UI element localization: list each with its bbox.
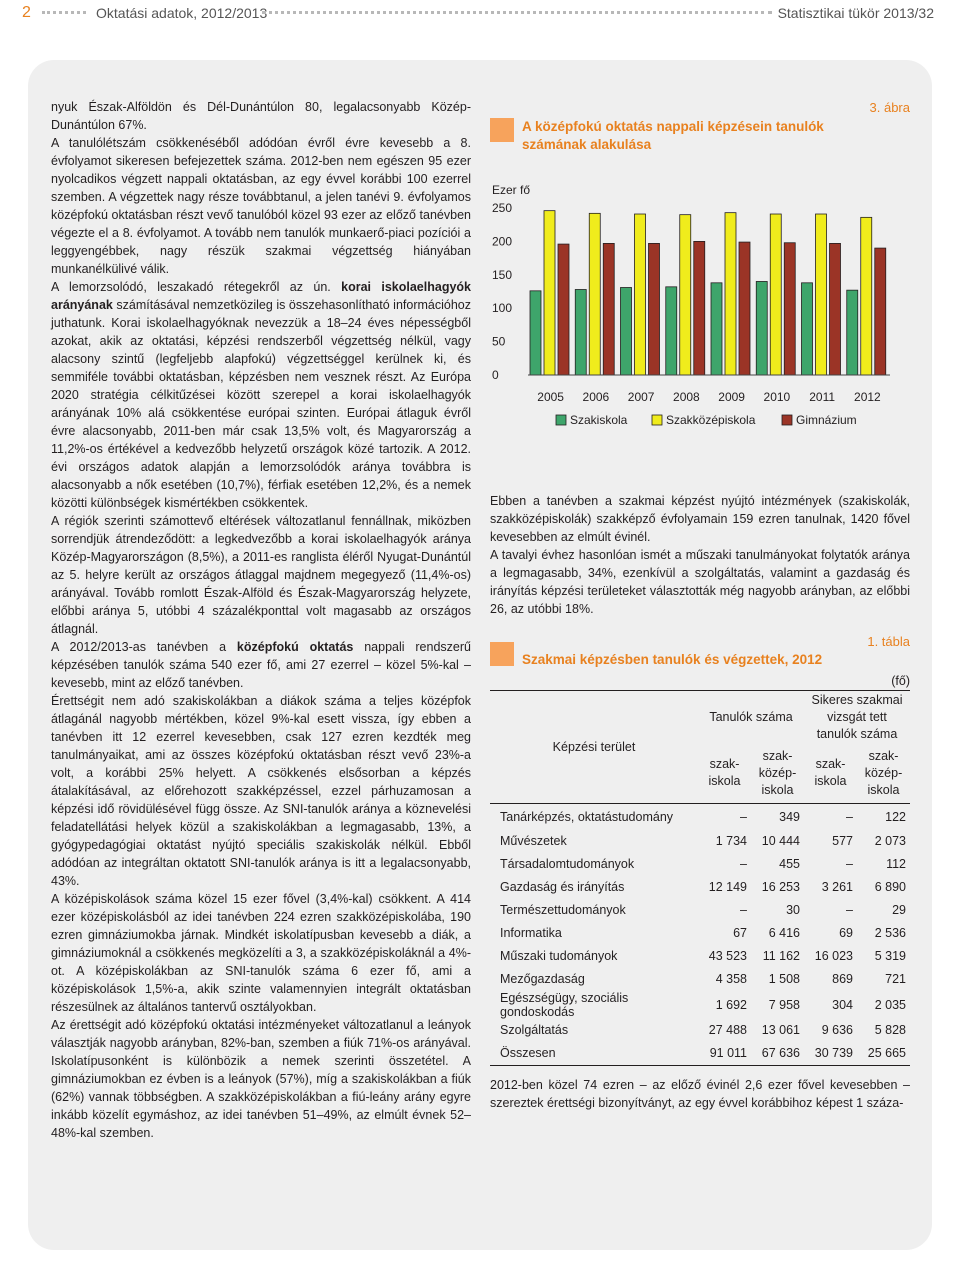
- table-cell: 16 253: [761, 880, 800, 894]
- row-label: Egészségügy, szociális gondoskodás: [500, 990, 629, 1019]
- table-cell: 13 061: [761, 1023, 800, 1037]
- table-cell: 11 162: [762, 949, 800, 963]
- table-row: [490, 1042, 910, 1066]
- left-paragraph: [51, 1016, 471, 1142]
- header-dots-left: [42, 11, 86, 14]
- text-segment: A 2012/2013-as tanévben a: [51, 640, 237, 654]
- table-cell: 5 828: [874, 1023, 906, 1037]
- header-dots-middle: [262, 11, 772, 14]
- x-tick-label: 2008: [673, 390, 700, 404]
- text-segment: nyuk Észak-Alföldön és Dél-Dunántúlon 80, legalacsonyabb Közép-Dunántúlon 67%.: [51, 100, 471, 132]
- table-cell: 577: [832, 834, 853, 848]
- right-paragraph: Ebben a tanévben a szakmai képzést nyújtó intézmények (szakiskolák, szakközépiskolák) szakképző évfolyamain 159 ezren tanulnak, 1420 fővel kevesebben az elmúlt évinél.: [490, 494, 910, 544]
- table-label: 1. tábla: [867, 634, 910, 649]
- legend-swatch: [782, 415, 792, 425]
- legend-label: Szakközépiskola: [666, 413, 756, 427]
- bar-chart-svg: [490, 178, 920, 448]
- bold-term: középfokú oktatás: [236, 640, 354, 654]
- row-label: Gazdaság és irányítás: [500, 880, 625, 894]
- bar-szakiskola-2006: [575, 289, 586, 375]
- right-column-text: [490, 492, 910, 618]
- bar-szakközépiskola-2008: [680, 215, 691, 375]
- table-row: [490, 830, 910, 853]
- y-tick-label: 200: [492, 234, 513, 249]
- x-tick-label: 2005: [537, 390, 564, 404]
- bar-gimnázium-2012: [875, 248, 886, 375]
- left-column-text: [51, 98, 471, 1142]
- text-segment: Érettségit nem adó szakiskolákban a diákok száma a teljes középfok átlagánál nagyobb mértékben, közel 9%-kal esett vissza, így ebben a tanévben itt 12 ezerrel kevesebben, csak 127 ezren kezdték meg tanulmányaikat, ami az összes középfokú oktatásban részt vevő 23%-a volt, a korábbi 25% helyett. A csökkenés elsősorban a képzés átalakításával, az előrehozott szakképzéssel, ezzel párhuzamosan a képzési idő rövidülésével függ össze. Az SNI-tanulók aránya a köznevelési feladatellátási helyek közül a szakiskolákban a legmagasabb, 13%, a gyógypedagógiai oktatást nyújtó speciális szakiskolák nélkül. Ebből adódóan az integráltan oktatott SNI-tanulók aránya is itt a legalacsonyabb, 43%.: [51, 694, 471, 888]
- table-cell: 29: [892, 903, 906, 917]
- table-cell: 16 023: [814, 949, 853, 963]
- table-row: [490, 853, 910, 876]
- y-tick-label: 100: [492, 301, 513, 316]
- header-szakiskola-text: szak- iskola: [708, 757, 741, 788]
- bar-szakiskola-2005: [530, 291, 541, 375]
- bar-szakiskola-2008: [666, 287, 677, 375]
- legend-swatch: [556, 415, 566, 425]
- table-cell: 7 958: [768, 997, 800, 1012]
- y-tick-label: 50: [492, 334, 506, 349]
- table-cell: 10 444: [761, 834, 800, 848]
- bar-gimnázium-2007: [649, 243, 660, 375]
- bar-szakközépiskola-2009: [725, 213, 736, 375]
- header-right-title: Statisztikai tükör 2013/32: [777, 5, 934, 21]
- figure-title: A középfokú oktatás nappali képzésein tanulók számának alakulása: [522, 119, 824, 152]
- header-szakiskola: [698, 743, 751, 804]
- bar-szakközépiskola-2010: [770, 214, 781, 375]
- text-segment: nappali rendszerű képzésében tanulók száma 540 ezer fő, ami 27 ezerrel – közel 5%-kal – kevesebb, mint az előző tanévben.: [51, 640, 471, 690]
- header-grad-szakiskola: [804, 743, 857, 804]
- table-row: [490, 945, 910, 968]
- table-row: [490, 899, 910, 922]
- page-number: 2: [22, 4, 31, 21]
- table-cell: –: [846, 857, 853, 871]
- text-segment: számításával nemzetközileg is összehasonlítható információhoz juthatunk. Korai iskolaelhagyóknak nevezzük a 18–24 éves népességből azokat, akik az oktatási, képzési rendszerből végzettség nélkül, vagy alacsony szintű (legfeljebb alapfokú) végzettséggel kerülnek ki, és semmiféle további oktatásban, képzésben nem vesznek részt. Az Európa 2020 stratégia célkitűzései között szerepel a korai iskolaelhagyók arányának 10% alá csökkentése európai szinten. Európai átlaguk évről évre alacsonyabb, 2011-ben már csak 13,5% volt, és Magyarország a 11,2%-os értékével a kedvezőbb helyzetű országok közé tartozik. A 2012. évi országos adatok alapján a lemorzsolódók aránya továbbra is alacsonyabb a nők esetében (10,7%), férfiak esetében 12,2%, és a nemek közötti különbségek kismértékben csökkentek.: [51, 298, 471, 510]
- left-paragraph: [51, 692, 471, 890]
- table-cell: 43 523: [708, 949, 747, 963]
- left-paragraph: [51, 638, 471, 692]
- bottom-right-text: [490, 1076, 910, 1112]
- bar-gimnázium-2009: [739, 242, 750, 375]
- table-row: [490, 991, 910, 1019]
- data-table: [490, 690, 910, 1066]
- x-tick-label: 2006: [582, 390, 610, 404]
- table-cell: –: [740, 857, 747, 871]
- text-segment: A lemorzsolódó, leszakadó rétegekről az ún.: [51, 280, 342, 294]
- header-grad-szakiskola-text: szak- iskola: [814, 757, 847, 788]
- table-cell: 6 416: [768, 926, 800, 940]
- bar-szakiskola-2011: [802, 283, 813, 375]
- bar-gimnázium-2005: [558, 244, 569, 375]
- right-paragraph: A tavalyi évhez hasonlóan ismét a műszaki tanulmányokat folytatók aránya a legmagasabb, 34%, ezenkívül a szolgáltatás, valamint a gazdaság és irányítás képzési területeket választották még nagyobb arányban, az előbbi 26, az utóbbi 18%.: [490, 548, 910, 616]
- table-cell: 3 261: [821, 880, 853, 894]
- table-cell: 721: [885, 972, 906, 986]
- text-segment: Az érettségit adó középfokú oktatási intézményeket változatlanul a leányok választják nagyobb arányban, 82%-ban, szemben a fiúk 71%-os arányával. Iskolatípusonként is különbözik a nemek szerinti összetétel. A gimnáziumokban ez évben is a leányok (57%), míg a szakiskolákban a fiúk (62%) vannak többségben. A szakközépiskolákban a fiú-leány arány egyre inkább közelít egymáshoz, az idei tanévben 51–49%, az elmúlt évnek 52–48%-kal szemben.: [51, 1018, 471, 1140]
- figure-label: 3. ábra: [869, 100, 910, 115]
- bar-szakiskola-2007: [621, 287, 632, 375]
- table-cell: 25 665: [867, 1046, 906, 1060]
- table-unit: (fő): [891, 674, 910, 688]
- table-cell: –: [846, 809, 853, 824]
- header-students: Tanulók száma: [709, 709, 793, 724]
- row-label: Műszaki tudományok: [500, 949, 618, 963]
- table-cell: 5 319: [874, 949, 906, 963]
- row-label: Természettudományok: [500, 903, 626, 917]
- row-label: Összesen: [500, 1046, 556, 1060]
- left-paragraph: [51, 512, 471, 638]
- row-label: Mezőgazdaság: [500, 972, 585, 986]
- table-row: [490, 804, 910, 830]
- table-cell: 112: [886, 857, 906, 871]
- table-cell: 304: [832, 997, 853, 1012]
- x-tick-label: 2012: [854, 390, 881, 404]
- bar-szakközépiskola-2011: [816, 214, 827, 375]
- bar-gimnázium-2010: [784, 243, 795, 375]
- table-cell: 67 636: [761, 1046, 800, 1060]
- table-row: [490, 1019, 910, 1042]
- x-tick-label: 2009: [718, 390, 745, 404]
- x-tick-label: 2010: [763, 390, 791, 404]
- table-cell: 2 035: [874, 997, 906, 1012]
- table-cell: 30: [786, 903, 800, 917]
- row-label: Művészetek: [500, 834, 567, 848]
- page-header: [0, 0, 960, 26]
- table-cell: 67: [733, 926, 747, 940]
- header-area: Képzési terület: [552, 739, 636, 754]
- table-cell: 4 358: [715, 972, 747, 986]
- table-title: Szakmai képzésben tanulók és végzettek, 2012: [522, 652, 823, 667]
- bar-szakközépiskola-2005: [544, 211, 555, 375]
- header-grad-szakkozep: [857, 743, 910, 804]
- table-row: [490, 922, 910, 945]
- table-cell: 69: [839, 926, 853, 940]
- bar-gimnázium-2006: [603, 243, 614, 375]
- table-cell: 30 739: [814, 1046, 853, 1060]
- text-segment: A középiskolások száma közel 15 ezer fővel (3,4%-kal) csökkent. A 414 ezer középiskolásból az idei tanévben 224 ezren szakközépiskolába, 190 ezren gimnáziumokba járnak. Mindkét iskolatípusban kevesebb a diák, a gimnáziumoknál a csökkenés megközelíti a 3, a szakközépiskoláknál a 4%-ot. A középiskolákban az SNI-tanulók száma 6 ezer fő, ami a középiskolások 1,5%-a, akik szinte valamennyien integrált oktatásban részesülnek az általános tantervű osztályokban.: [51, 892, 471, 1014]
- header-grads: Sikeres szakmai vizsgát tett tanulók száma: [811, 692, 903, 741]
- table-cell: 9 636: [821, 1023, 853, 1037]
- bar-szakközépiskola-2012: [861, 217, 872, 375]
- bar-szakközépiskola-2006: [589, 213, 600, 375]
- legend-label: Szakiskola: [570, 413, 628, 427]
- left-paragraph: [51, 98, 471, 134]
- legend-label: Gimnázium: [796, 413, 857, 427]
- legend-swatch: [652, 415, 662, 425]
- table-cell: 91 011: [709, 1046, 747, 1060]
- text-segment: A régiók szerinti számottevő eltérések változatlanul fennállnak, miközben sorrendjük átrendeződött: a legkedvezőbb a korai iskolaelhagyók aránya Közép-Magyarországon (8,5%), a 2011-es ranglista éléről Nyugat-Dunántúl az 5. helyre került az országos átlaggal majdnem megegyező (11,4%-os) arányával. Tovább romlott Észak-Alföld és Észak-Magyarország helyzete, előbbi aránya 5, utóbbi 4 százalékponttal volt magasabb az országos átlagnál.: [51, 514, 471, 636]
- table-cell: 1 508: [768, 972, 800, 986]
- table-cell: 869: [832, 972, 853, 986]
- header-szakkozep: [751, 743, 804, 804]
- table-cell: –: [740, 809, 747, 824]
- table-cell: 122: [885, 809, 906, 824]
- header-grad-szakkozep-text: szak- közép- iskola: [864, 748, 903, 797]
- header-szakkozep-text: szak- közép- iskola: [758, 748, 797, 797]
- table-cell: 1 692: [715, 997, 747, 1012]
- table-cell: 6 890: [874, 880, 906, 894]
- left-paragraph: [51, 278, 471, 512]
- bold-term: korai iskolaelhagyók arányának: [51, 280, 471, 312]
- figure-marker: [490, 118, 514, 142]
- table-cell: 2 536: [874, 926, 906, 940]
- text-segment: A tanulólétszám csökkenéséből adódóan évről évre kevesebb a 8. évfolyamot sikeresen befejezettek száma. 2012-ben nem egészen 95 ezer nyolcadikos végzett nappali oktatásban, az egy évvel korábbi 100 ezerrel szemben. A végzettek nagy része továbbtanul, a jelen tanévi 9. évfolyamos középfokú oktatásban részt vevő tanulóból közel 93 ezer az előző tanévben végezte el a 8. évfolyamot. A tovább nem tanulók munkaerő-piaci pozíciói a leggyengébbek, nagy részük szakmai végzettség hiányában munkanélkülivé válik.: [51, 136, 471, 276]
- table-cell: 1 734: [715, 834, 747, 848]
- x-tick-label: 2007: [627, 390, 655, 404]
- bar-szakközépiskola-2007: [635, 214, 646, 375]
- row-label: Szolgáltatás: [500, 1023, 569, 1037]
- bar-gimnázium-2008: [694, 241, 705, 375]
- table-marker: [490, 642, 514, 666]
- y-tick-label: 150: [492, 267, 513, 282]
- footer-paragraph: 2012-ben közel 74 ezren – az előző évinél 2,6 ezer fővel kevesebben – szereztek érettségi bizonyítványt, az egy évvel korábbihoz képest 1 száza-: [490, 1078, 910, 1110]
- left-paragraph: [51, 134, 471, 278]
- bar-szakiskola-2010: [756, 281, 767, 375]
- table-cell: 349: [779, 809, 800, 824]
- left-paragraph: [51, 890, 471, 1016]
- y-axis-label: Ezer fő: [492, 183, 531, 197]
- bar-szakiskola-2009: [711, 283, 722, 375]
- table-row: [490, 876, 910, 899]
- table-row: [490, 968, 910, 991]
- header-left-title: Oktatási adatok, 2012/2013: [96, 5, 268, 21]
- table-cell: –: [846, 903, 853, 917]
- row-label: Tanárképzés, oktatástudomány: [500, 809, 674, 824]
- bar-gimnázium-2011: [830, 243, 841, 375]
- row-label: Informatika: [500, 926, 562, 940]
- table-cell: 27 488: [708, 1023, 747, 1037]
- table-cell: 455: [779, 857, 800, 871]
- table-cell: 12 149: [708, 880, 747, 894]
- table-cell: –: [740, 903, 747, 917]
- x-tick-label: 2011: [809, 390, 836, 404]
- table-cell: 2 073: [874, 834, 906, 848]
- bar-chart: [490, 178, 920, 448]
- y-tick-label: 0: [492, 368, 499, 382]
- bar-szakiskola-2012: [847, 290, 858, 375]
- y-tick-label: 250: [492, 201, 513, 215]
- row-label: Társadalomtudományok: [500, 857, 635, 871]
